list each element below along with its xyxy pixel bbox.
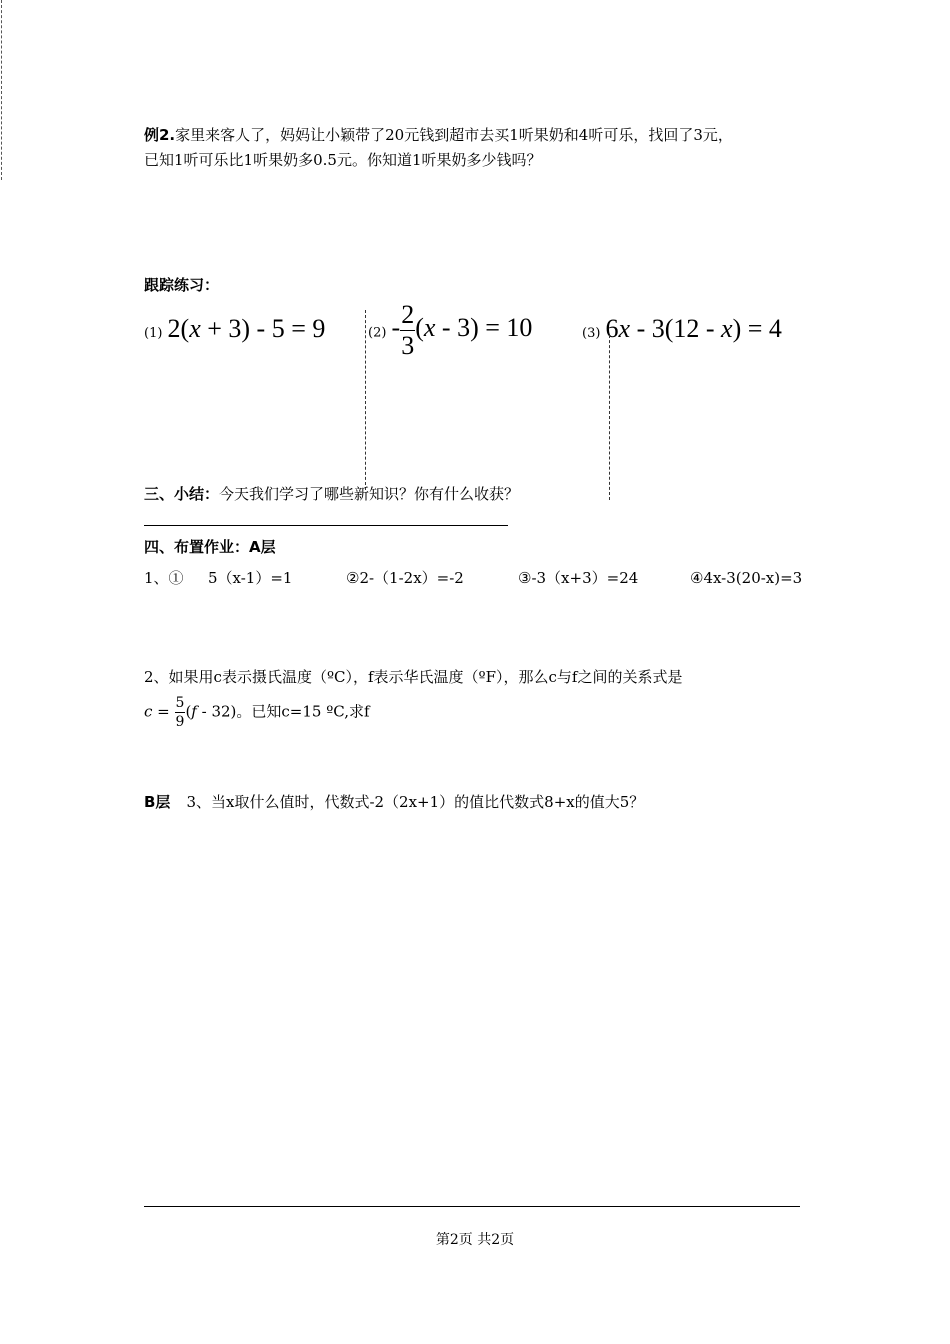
- homework-q1-label: 1、①: [144, 569, 184, 587]
- example2-label: 例2.: [144, 126, 176, 144]
- binding-margin-line: [1, 0, 2, 180]
- homework-q1-a: 5（x-1）=1: [208, 569, 293, 587]
- column-divider-1: [365, 310, 366, 490]
- problem-3-equation: 6x - 3(12 - x) = 4: [605, 314, 782, 343]
- summary-underline: [144, 525, 508, 526]
- practice-problem-3: [582, 314, 782, 344]
- b-layer-label: B层: [144, 793, 171, 811]
- example2-line2: 已知1听可乐比1听果奶多0.5元。你知道1听果奶多少钱吗？: [144, 151, 542, 169]
- summary-heading: 三、小结：: [144, 485, 220, 503]
- homework-q1-c: ③-3（x+3）=24: [518, 569, 639, 587]
- problem-3-number: (3): [582, 326, 601, 341]
- page-number: 第2页 共2页: [435, 1232, 515, 1248]
- homework-heading: 四、布置作业：A层: [144, 538, 276, 556]
- summary-text: 今天我们学习了哪些新知识？你有什么收获？: [219, 485, 520, 503]
- homework-q2-formula: c = $\frac{5}{9}$ (f - 32)。已知c=15 ºC,求f: [144, 695, 370, 730]
- problem-1-number: (1): [144, 326, 163, 341]
- homework-q1-d: ④4x-3(20-x)=3: [690, 569, 803, 587]
- homework-q2-line1: 2、如果用c表示摄氏温度（ºC），f表示华氏温度（ºF），那么c与f之间的关系式是: [144, 668, 683, 686]
- practice-problem-2: [368, 300, 532, 361]
- summary-line: [144, 484, 519, 504]
- homework-q1-b: ②2-（1-2x）=-2: [346, 569, 464, 587]
- practice-heading: 跟踪练习：: [144, 276, 220, 294]
- practice-problem-1: [144, 314, 325, 344]
- problem-2-number: (2): [368, 325, 387, 341]
- column-divider-2: [609, 335, 610, 500]
- footer-rule: [144, 1206, 800, 1207]
- b-layer-text: 3、当x取什么值时，代数式-2（2x+1）的值比代数式8+x的值大5？: [186, 793, 645, 811]
- example2-line1: [144, 125, 733, 145]
- problem-1-equation: 2(x + 3) - 5 = 9: [167, 314, 326, 343]
- homework-b-layer: [144, 792, 644, 812]
- example2-text1: 家里来客人了，妈妈让小颖带了20元钱到超市去买1听果奶和4听可乐，找回了3元，: [175, 126, 733, 144]
- problem-2-equation: - $\frac{2}{3}$ (x - 3) = 10: [391, 300, 533, 360]
